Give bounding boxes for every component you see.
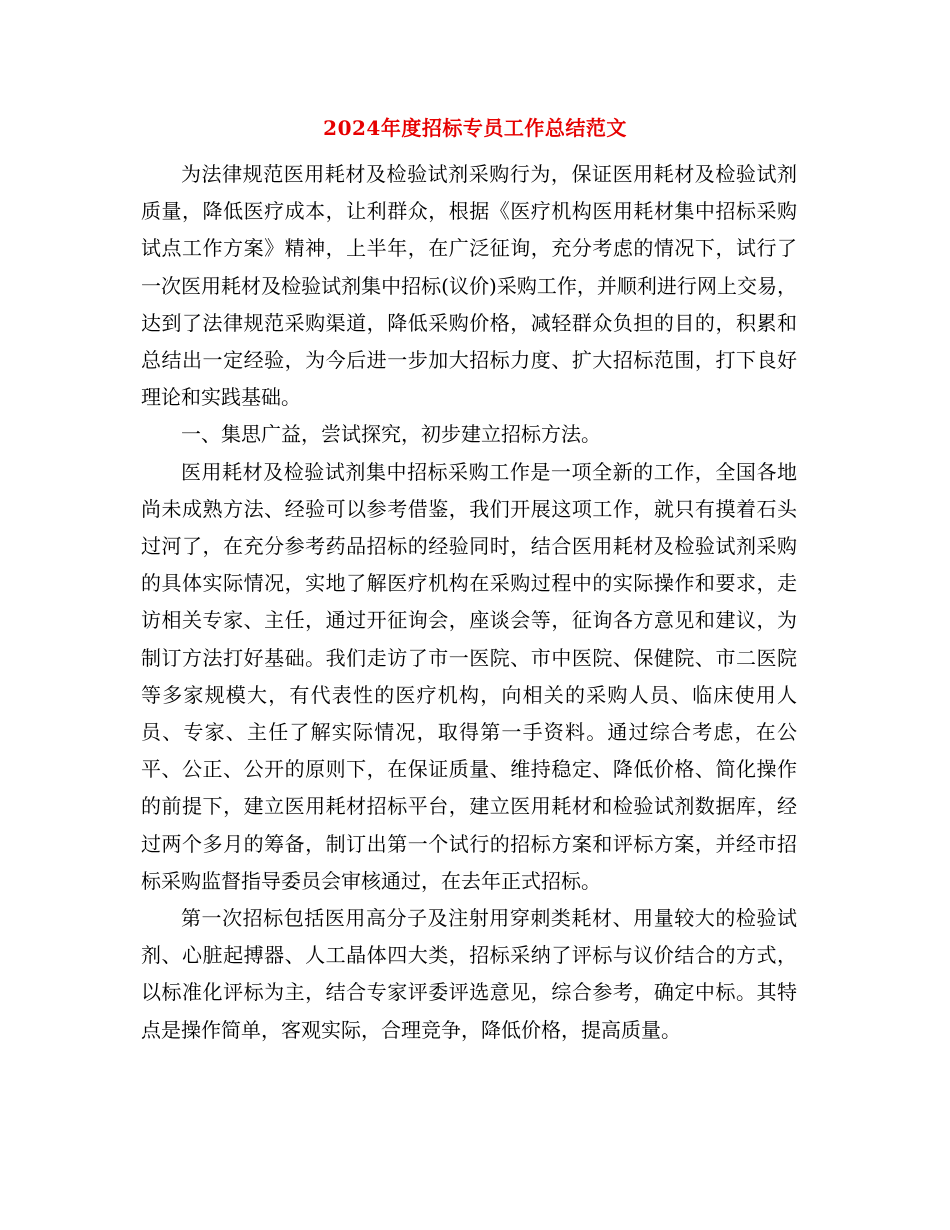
document-title: 2024年度招标专员工作总结范文 (323, 116, 627, 140)
section-heading-1: 一、集思广益，尝试探究，初步建立招标方法。 (181, 422, 601, 447)
document-body (141, 156, 797, 1049)
paragraph-method: 医用耗材及检验试剂集中招标采购工作是一项全新的工作，全国各地尚未成熟方法、经验可以参考借鉴，我们开展这项工作，就只有摸着石头过河了，在充分参考药品招标的经验同时，结合医用耗材及检验试剂采购的具体实际情况，实地了解医疗机构在采购过程中的实际操作和要求，走访相关专家、主任，通过开征询会，座谈会等，征询各方意见和建议，为制订方法打好基础。我们走访了市一医院、市中医院、保健院、市二医院等多家规模大，有代表性的医疗机构，向相关的采购人员、临床使用人员、专家、主任了解实际情况，取得第一手资料。通过综合考虑，在公平、公正、公开的原则下，在保证质量、维持稳定、降低价格、简化操作的前提下，建立医用耗材招标平台，建立医用耗材和检验试剂数据库，经过两个多月的筹备，制订出第一个试行的招标方案和评标方案，并经市招标采购监督指导委员会审核通过，在去年正式招标。 (141, 459, 797, 893)
paragraph-first-tender: 第一次招标包括医用高分子及注射用穿刺类耗材、用量较大的检验试剂、心脏起搏器、人工晶体四大类，招标采纳了评标与议价结合的方式，以标准化评标为主，结合专家评委评选意见，综合参考，确定中标。其特点是操作简单，客观实际，合理竞争，降低价格，提高质量。 (141, 906, 797, 1042)
paragraph-intro: 为法律规范医用耗材及检验试剂采购行为，保证医用耗材及检验试剂质量，降低医疗成本，让利群众，根据《医疗机构医用耗材集中招标采购试点工作方案》精神，上半年，在广泛征询，充分考虑的情况下，试行了一次医用耗材及检验试剂集中招标(议价)采购工作，并顺利进行网上交易，达到了法律规范采购渠道，降低采购价格，减轻群众负担的目的，积累和总结出一定经验，为今后进一步加大招标力度、扩大招标范围，打下良好理论和实践基础。 (141, 162, 797, 410)
